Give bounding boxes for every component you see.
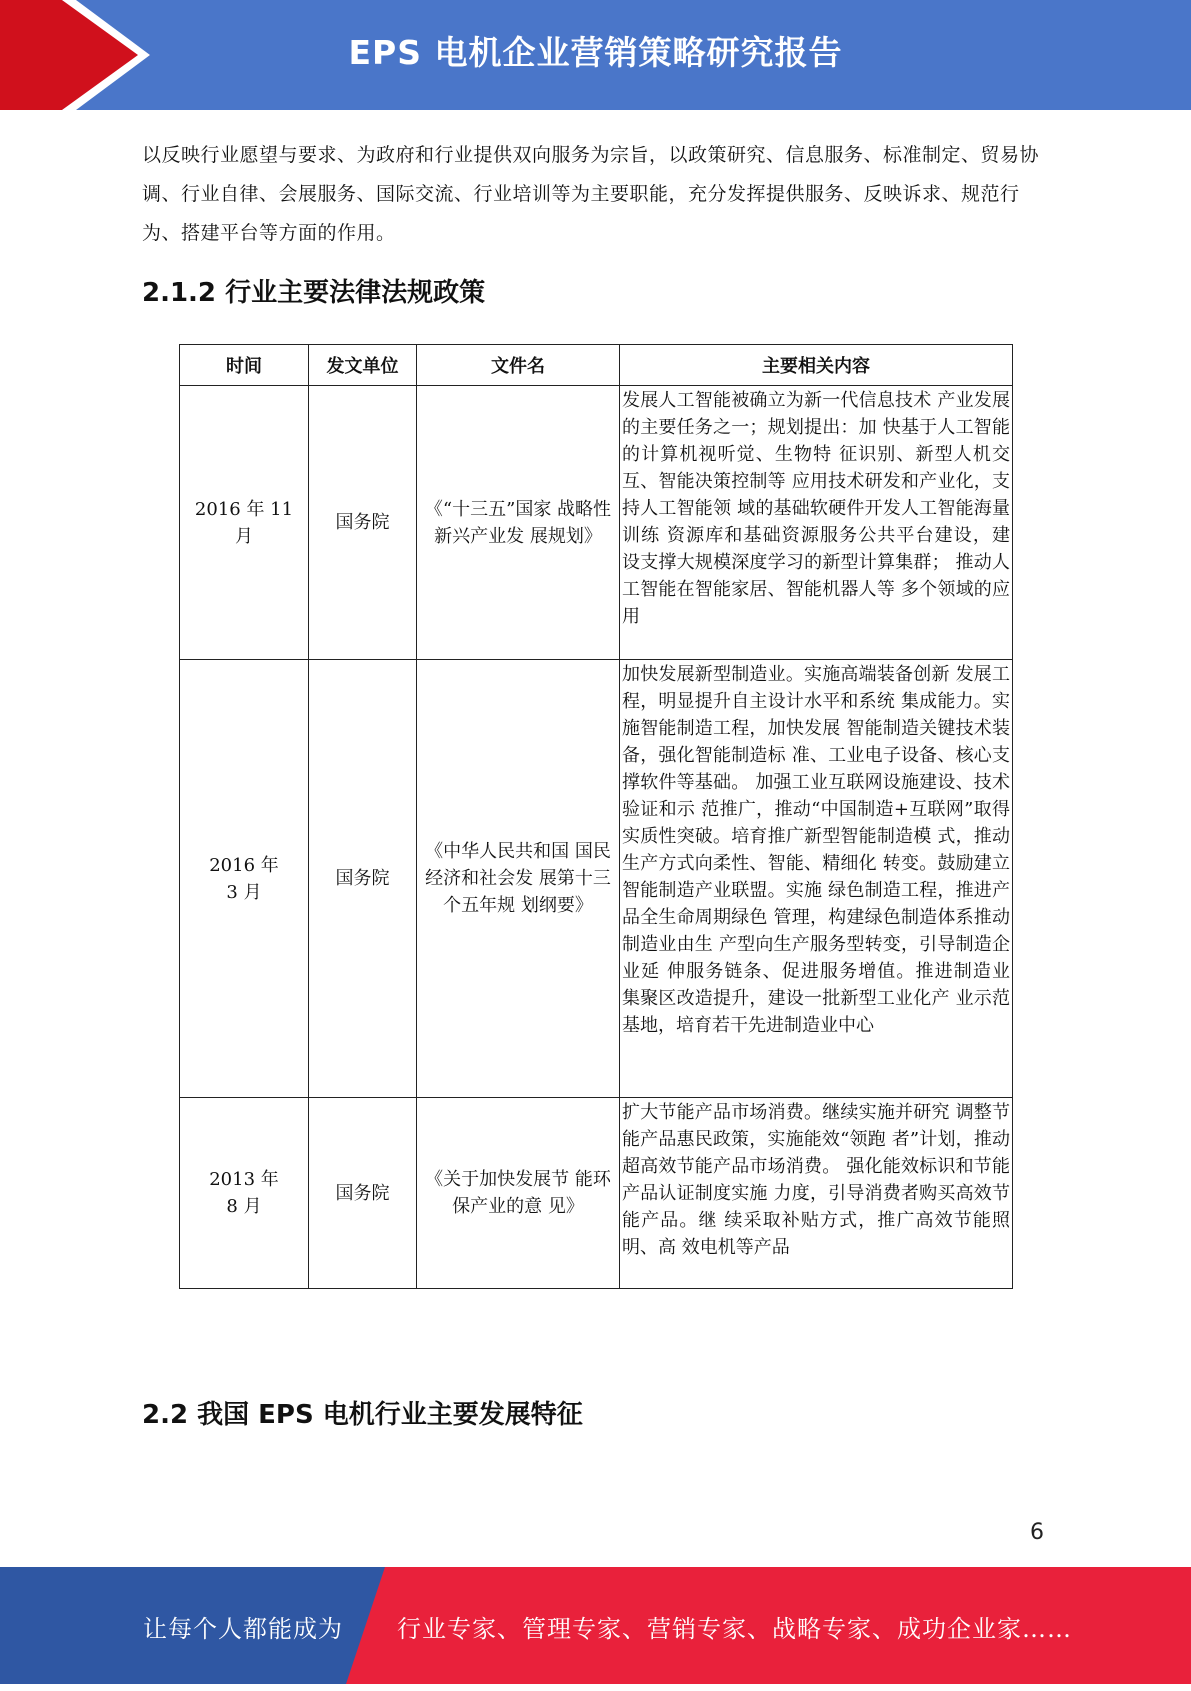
table-row [180, 1098, 1013, 1289]
section-heading-2-1-2: 2.1.2 行业主要法律法规政策 [142, 278, 486, 308]
row-document: 《中华人民共和国 国民经济和社会发 展第十三个五年规 划纲要》 [417, 660, 620, 1098]
policy-table [179, 344, 1013, 1289]
intro-paragraph: 以反映行业愿望与要求、为政府和行业提供双向服务为宗旨，以政策研究、信息服务、标准制定、贸易协调、行业自律、会展服务、国际交流、行业培训等为主要职能，充分发挥提供服务、反映诉求、规范行为、搭建平台等方面的作用。 [142, 144, 1040, 244]
table-header-row [180, 345, 1013, 386]
column-header-time: 时间 [180, 345, 309, 386]
section-heading-2-2: 2.2 我国 EPS 电机行业主要发展特征 [142, 1400, 583, 1430]
row-content: 加快发展新型制造业。实施高端装备创新 发展工程，明显提升自主设计水平和系统 集成能力。实施智能制造工程，加快发展 智能制造关键技术装备，强化智能制造标 准、工业电子设备、核心支撑软件等基础。 加强工业互联网设施建设、技术验证和示 范推广，推动“中国制造+互联网”取得 实质性突破。培育推广新型智能制造模 式，推动生产方式向柔性、智能、精细化 转变。鼓励建立智能制造产业联盟。实施 绿色制造工程，推进产品全生命周期绿色 管理，构建绿色制造体系推动制造业由生 产型向生产服务型转变，引导制造企业延 伸服务链条、促进服务增值。推进制造业 集聚区改造提升，建设一批新型工业化产 业示范基地，培育若干先进制造业中心 [620, 660, 1013, 1098]
page-header [0, 0, 1191, 110]
column-header-content: 主要相关内容 [620, 345, 1013, 386]
column-header-issuer: 发文单位 [309, 345, 417, 386]
table-row [180, 386, 1013, 660]
row-content: 发展人工智能被确立为新一代信息技术 产业发展的主要任务之一；规划提出：加 快基于人工智能的计算机视听觉、生物特 征识别、新型人机交互、智能决策控制等 应用技术研发和产业化，支持人工智能领 域的基础软硬件开发人工智能海量训练 资源库和基础资源服务公共平台建设，建 设支撑大规模深度学习的新型计算集群； 推动人工智能在智能家居、智能机器人等 多个领域的应用 [620, 386, 1013, 660]
row-content: 扩大节能产品市场消费。继续实施并研究 调整节能产品惠民政策，实施能效“领跑 者”计划，推动超高效节能产品市场消费。 强化能效标识和节能产品认证制度实施 力度，引导消费者购买高效节能产品。继 续采取补贴方式，推广高效节能照明、高 效电机等产品 [620, 1098, 1013, 1289]
row-issuer: 国务院 [309, 660, 417, 1098]
row-issuer: 国务院 [309, 1098, 417, 1289]
row-time: 2013 年 8 月 [180, 1098, 309, 1289]
row-document: 《关于加快发展节 能环保产业的意 见》 [417, 1098, 620, 1289]
row-time: 2016 年 3 月 [180, 660, 309, 1098]
report-title: EPS 电机企业营销策略研究报告 [348, 33, 843, 72]
row-document: 《“十三五”国家 战略性新兴产业发 展规划》 [417, 386, 620, 660]
row-time: 2016 年 11 月 [180, 386, 309, 660]
page-number: 6 [1030, 1520, 1044, 1545]
footer-slogan-left: 让每个人都能成为 [143, 1615, 343, 1643]
page-footer [0, 1567, 1191, 1684]
table-row [180, 660, 1013, 1098]
column-header-document: 文件名 [417, 345, 620, 386]
footer-slogan-right: 行业专家、管理专家、营销专家、战略专家、成功企业家…… [397, 1615, 1072, 1643]
row-issuer: 国务院 [309, 386, 417, 660]
